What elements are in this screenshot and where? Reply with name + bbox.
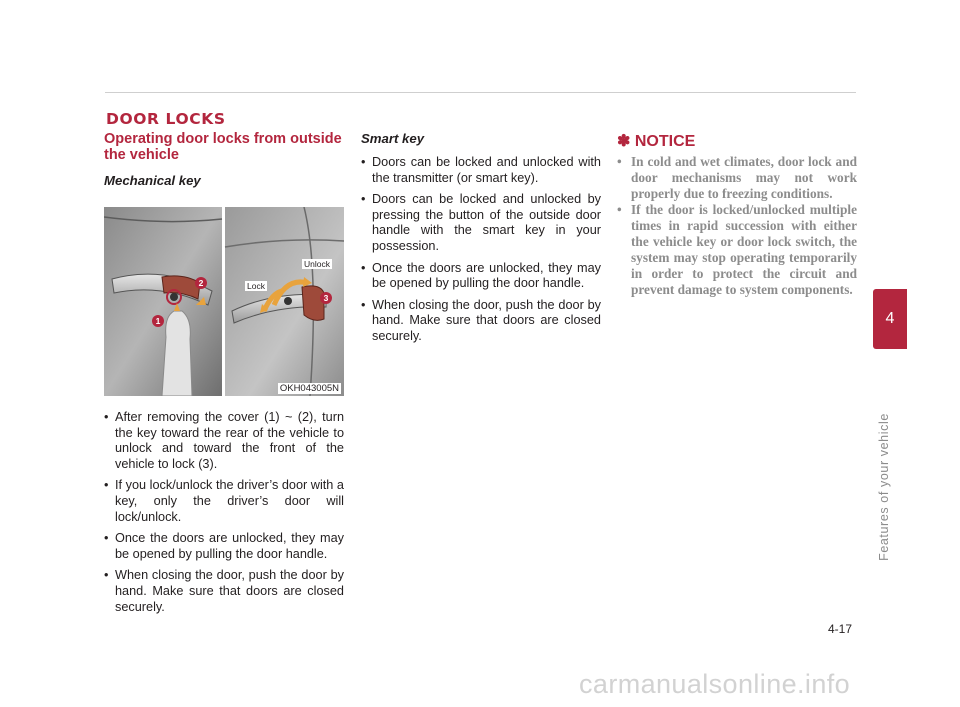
lock-cover-right <box>302 286 324 320</box>
callout-number-3: 3 <box>320 292 332 304</box>
mechanical-key-heading: Mechanical key <box>104 173 201 188</box>
smart-key-list <box>361 155 601 345</box>
section-title: DOOR LOCKS <box>106 110 226 128</box>
list-item: • If the door is locked/unlocked multiple times in rapid succession with either the vehicle key or door lock switch, the system may stop operating temporarily in order to protect the circuit and prevent damage to system components. <box>617 202 857 298</box>
top-rule <box>105 92 856 93</box>
callout-number-2: 2 <box>195 277 207 289</box>
notice-title: ✽ NOTICE <box>617 133 696 150</box>
list-item: • Once the doors are unlocked, they may be opened by pulling the door handle. <box>104 531 344 562</box>
notice-box <box>617 131 857 298</box>
unlock-label: Unlock <box>304 259 330 269</box>
smart-key-heading: Smart key <box>361 131 425 146</box>
page-number: 4-17 <box>828 622 853 636</box>
column-smart-key <box>361 131 601 351</box>
list-item: • Once the doors are unlocked, they may be opened by pulling the door handle. <box>361 261 601 292</box>
list-item: • In cold and wet climates, door lock and door mechanisms may not work properly due to freezing conditions. <box>617 154 857 202</box>
chapter-title: Features of your vehicle <box>877 413 891 561</box>
list-item: • After removing the cover (1) ~ (2), turn the key toward the rear of the vehicle to unlock and toward the front of the vehicle to lock (3). <box>104 410 344 472</box>
operating-heading: Operating door locks from outside the vehicle <box>104 131 342 163</box>
column-mechanical-key <box>104 131 344 621</box>
door-handle-figure <box>104 207 344 396</box>
notice-list <box>617 154 857 298</box>
lock-label: Lock <box>247 281 265 291</box>
callout-number-1: 1 <box>152 315 164 327</box>
list-item: • When closing the door, push the door by hand. Make sure that doors are closed securely. <box>361 298 601 345</box>
door-handle-illustration <box>104 207 344 396</box>
watermark-text: carmanualsonline.info <box>579 669 851 699</box>
chapter-tab: 4 <box>873 289 907 349</box>
mechanical-key-list <box>104 410 344 615</box>
list-item: • Doors can be locked and unlocked with the transmitter (or smart key). <box>361 155 601 186</box>
list-item: • When closing the door, push the door by hand. Make sure that doors are closed securely. <box>104 568 344 615</box>
figure-code: OKH043005N <box>279 383 339 394</box>
list-item: • If you lock/unlock the driver’s door with a key, only the driver’s door will lock/unlock. <box>104 478 344 525</box>
list-item: • Doors can be locked and unlocked by pressing the button of the outside door handle with the smart key in your possession. <box>361 192 601 254</box>
